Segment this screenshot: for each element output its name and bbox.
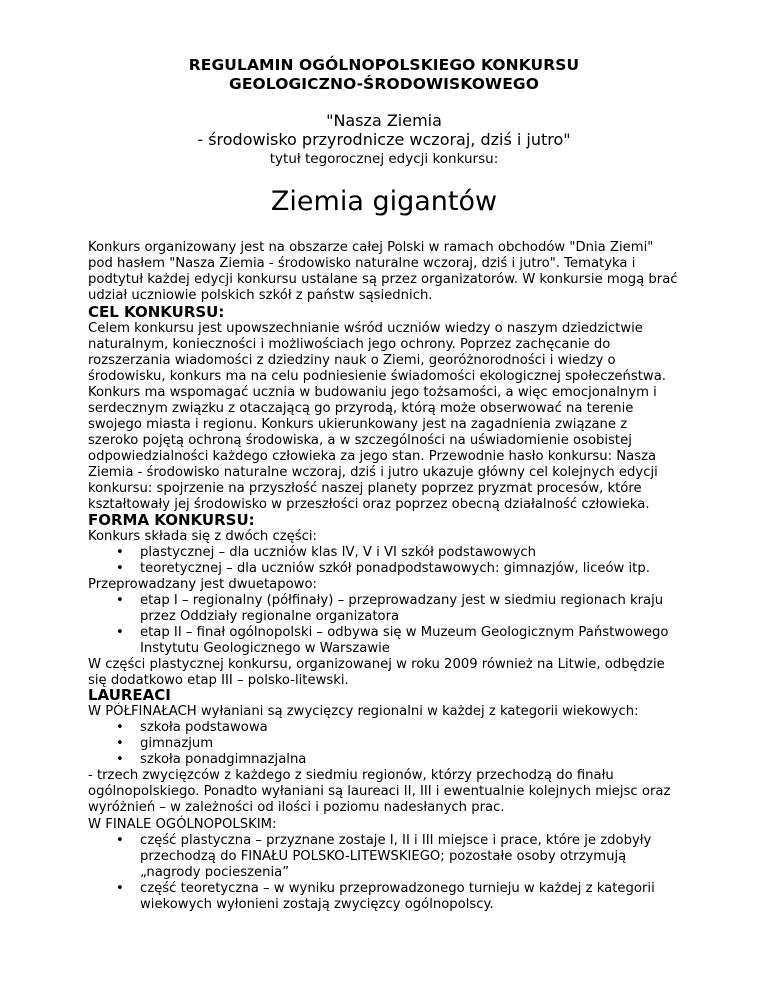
cel-line: kształtowały jej środowisko w przeszłości oraz poprzez obecną działalność człowieka. bbox=[88, 497, 650, 512]
bullet-icon: • bbox=[116, 720, 124, 735]
cel-line: środowisku, konkurs ma na celu podniesienie świadomości ekologicznej społeczeństwa. bbox=[88, 369, 666, 384]
categories-list bbox=[88, 720, 728, 768]
cel-line: odpowiedzialności każdego człowieka za jego stan. Przewodnie hasło konkursu: Nasza bbox=[88, 449, 657, 464]
laureaci-after-line: wyróżnień – w zależności od ilości i poziomu nadesłanych prac. bbox=[88, 800, 505, 815]
stages-intro: Przeprowadzany jest dwuetapowo: bbox=[88, 577, 317, 592]
list-item-text: Instytutu Geologicznego w Warszawie bbox=[140, 641, 390, 656]
list-item-text: wiekowych wyłonieni zostają zwycięzcy ogólnopolscy. bbox=[140, 897, 494, 912]
cel-line: Konkurs ma wspomagać ucznia w budowaniu jego tożsamości, a więc emocjonalnym i bbox=[88, 385, 657, 400]
list-item bbox=[88, 593, 728, 625]
list-item-text: „nagrody pocieszenia” bbox=[140, 865, 290, 880]
list-item bbox=[88, 736, 728, 752]
cel-line: Celem konkursu jest upowszechnianie wśród uczniów wiedzy o naszym dziedzictwie bbox=[88, 321, 643, 336]
list-item bbox=[88, 752, 728, 768]
list-item-text: szkoła podstawowa bbox=[140, 720, 268, 735]
intro-paragraph bbox=[88, 240, 728, 304]
bullet-icon: • bbox=[116, 881, 124, 896]
title-line-1: REGULAMIN OGÓLNOPOLSKIEGO KONKURSU bbox=[188, 56, 580, 74]
cel-line: rozszerzania wiadomości z dziedziny nauk o Ziemi, georóżnorodności i wiedzy o bbox=[88, 353, 616, 368]
title-line-2: GEOLOGICZNO-ŚRODOWISKOWEGO bbox=[229, 75, 539, 93]
list-item-text: gimnazjum bbox=[140, 736, 214, 751]
contest-slogan bbox=[0, 111, 768, 149]
list-item-text: szkoła ponadgimnazjalna bbox=[140, 752, 307, 767]
bullet-icon: • bbox=[116, 752, 124, 767]
forma-outro-line: W części plastycznej konkursu, organizowanej w roku 2009 również na Litwie, odbędzie bbox=[88, 657, 665, 672]
cel-paragraph bbox=[88, 321, 728, 513]
intro-line: pod hasłem "Nasza Ziemia - środowisko naturalne wczoraj, dziś i jutro". Tematyka i bbox=[88, 256, 636, 271]
list-item bbox=[88, 545, 728, 561]
cel-line: konkursu: spojrzenie na przyszłość naszej planety poprzez pryzmat procesów, które bbox=[88, 481, 642, 496]
list-item-text: część plastyczna – przyznane zostaje I, II i III miejsce i prace, które je zdobyły bbox=[140, 833, 652, 848]
bullet-icon: • bbox=[116, 545, 124, 560]
bullet-icon: • bbox=[116, 593, 124, 608]
section-heading-forma: FORMA KONKURSU: bbox=[88, 511, 255, 529]
document-title bbox=[0, 56, 768, 94]
cel-line: swojego miasta i regionu. Konkurs ukierunkowany jest na zagadnienia związane z bbox=[88, 417, 628, 432]
laureaci-after-line: ogólnopolskiego. Ponadto wyłaniani są laureaci II, III i ewentualnie kolejnych miejsc oraz bbox=[88, 784, 671, 799]
edition-label: tytuł tegorocznej edycji konkursu: bbox=[269, 151, 499, 167]
list-item-text: część teoretyczna – w wyniku przeprowadzonego turnieju w każdej z kategorii bbox=[140, 881, 655, 896]
list-item-text: przez Oddziały regionalne organizatora bbox=[140, 609, 400, 624]
laureaci-section bbox=[88, 704, 728, 816]
bullet-icon: • bbox=[116, 625, 124, 640]
list-item bbox=[88, 720, 728, 736]
forma-section bbox=[88, 529, 728, 689]
cel-line: naturalnym, konieczności i możliwościach jego ochrony. Poprzez zachęcanie do bbox=[88, 337, 611, 352]
cel-line: szeroko pojętą ochroną środowiska, a w szczególności na uświadomienie osobistej bbox=[88, 433, 632, 448]
forma-parts-list bbox=[88, 545, 728, 577]
list-item bbox=[88, 625, 728, 657]
slogan-line-1: "Nasza Ziemia bbox=[326, 111, 442, 130]
intro-line: podtytuł każdej edycji konkursu ustalane są przez organizatorów. W konkursie mogą brać bbox=[88, 272, 678, 287]
final-intro: W FINALE OGÓLNOPOLSKIM: bbox=[88, 817, 277, 832]
list-item-text: przechodzą do FINAŁU POLSKO-LITEWSKIEGO; pozostałe osoby otrzymują bbox=[140, 849, 627, 864]
final-section bbox=[88, 817, 728, 913]
intro-line: Konkurs organizowany jest na obszarze całej Polski w ramach obchodów "Dnia Ziemi" bbox=[88, 240, 654, 255]
list-item-text: teoretycznej – dla uczniów szkół ponadpodstawowych: gimnazjów, liceów itp. bbox=[140, 561, 650, 576]
bullet-icon: • bbox=[116, 561, 124, 576]
list-item bbox=[88, 561, 728, 577]
list-item-text: etap II – finał ogólnopolski – odbywa się w Muzeum Geologicznym Państwowego bbox=[140, 625, 669, 640]
edition-title: Ziemia gigantów bbox=[270, 186, 498, 217]
intro-line: udział uczniowie polskich szkół z państw sąsiednich. bbox=[88, 288, 433, 303]
bullet-icon: • bbox=[116, 736, 124, 751]
section-heading-laureaci: LAUREACI bbox=[88, 686, 171, 704]
laureaci-intro: W PÓŁFINAŁACH wyłaniani są zwycięzcy regionalni w każdej z kategorii wiekowych: bbox=[88, 704, 639, 719]
list-item bbox=[88, 833, 728, 881]
slogan-line-2: - środowisko przyrodnicze wczoraj, dziś i jutro" bbox=[197, 130, 571, 149]
list-item-text: etap I – regionalny (półfinały) – przeprowadzany jest w siedmiu regionach kraju bbox=[140, 593, 664, 608]
list-item bbox=[88, 881, 728, 913]
cel-line: serdecznym związku z otaczającą go przyrodą, którą może obserwować na terenie bbox=[88, 401, 634, 416]
bullet-icon: • bbox=[116, 833, 124, 848]
forma-stages-list bbox=[88, 593, 728, 657]
laureaci-after-line: - trzech zwycięzców z każdego z siedmiu regionów, którzy przechodzą do finału bbox=[88, 768, 614, 783]
final-list bbox=[88, 833, 728, 913]
cel-line: Ziemia - środowisko naturalne wczoraj, dziś i jutro ukazuje główny cel kolejnych edycji bbox=[88, 465, 658, 480]
section-heading-cel: CEL KONKURSU: bbox=[88, 303, 225, 321]
forma-outro-line: się dodatkowo etap III – polsko-litewski. bbox=[88, 673, 349, 688]
forma-intro: Konkurs składa się z dwóch części: bbox=[88, 529, 317, 544]
list-item-text: plastycznej – dla uczniów klas IV, V i VI szkół podstawowych bbox=[140, 545, 537, 560]
